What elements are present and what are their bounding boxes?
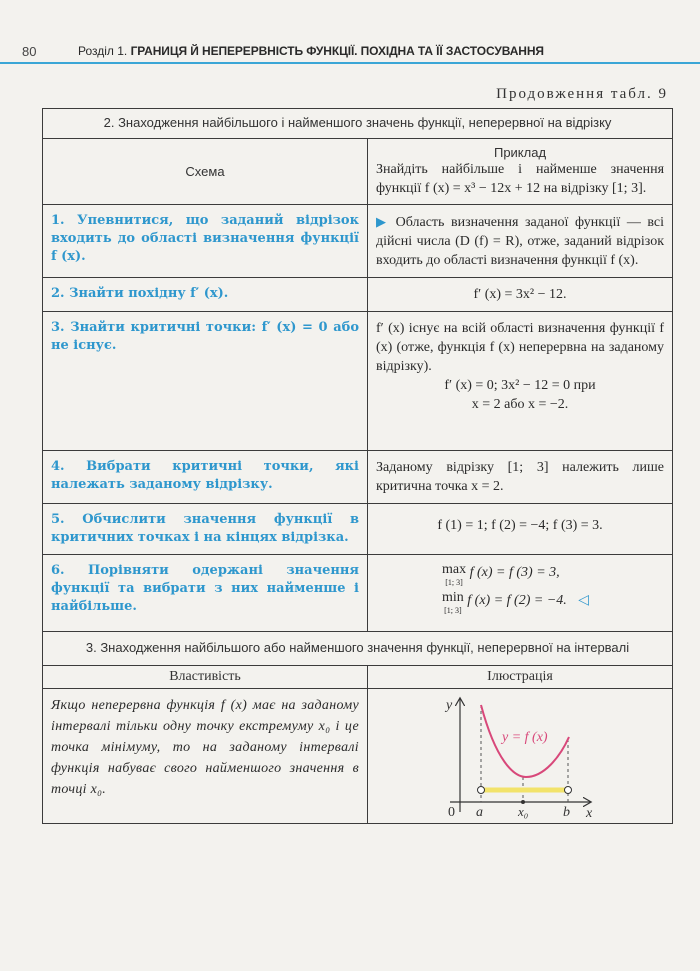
- section3-label-row: [43, 666, 673, 689]
- section3-content-row: [43, 689, 673, 824]
- example-4: Заданому відрізку [1; 3] належить лише критична точка x = 2.: [368, 451, 673, 504]
- b-label: b: [563, 805, 570, 819]
- table-row: [43, 312, 673, 451]
- section-prefix: Розділ 1.: [78, 44, 128, 58]
- section2-header-row: [43, 109, 673, 139]
- max-sub: [1; 3]: [445, 578, 463, 587]
- step-5: 5. Обчислити значення функції в критичних точках і на кінцях відрізка.: [43, 504, 368, 555]
- max-operator: [442, 563, 466, 589]
- play-triangle-icon: ▶: [376, 214, 390, 229]
- table-continuation: Продовження табл. 9: [496, 86, 668, 102]
- header-rule: [0, 62, 700, 64]
- table-row: [43, 504, 673, 555]
- min-sub: [1; 3]: [444, 606, 462, 615]
- example-5-text: f (1) = 1; f (2) = −4; f (3) = 3.: [437, 518, 603, 533]
- section3-title: 3. Знаходження найбільшого або найменшого значення функції, неперервної на інтервалі: [43, 632, 673, 666]
- example-3: [368, 312, 673, 451]
- step-4: 4. Вибрати критичні точки, які належать заданому відрізку.: [43, 451, 368, 504]
- table-row: [43, 555, 673, 632]
- example-label: Приклад: [493, 145, 547, 160]
- chapter-title: [78, 44, 544, 58]
- table-row: [43, 278, 673, 312]
- max-op: max: [442, 562, 467, 577]
- end-triangle-icon: ◁: [578, 593, 590, 608]
- b-open-point: [565, 787, 572, 794]
- example-2: [368, 278, 673, 312]
- max-line: [376, 563, 664, 589]
- a-label: a: [476, 805, 483, 819]
- a-open-point: [478, 787, 485, 794]
- example-3-line3: x = 2 або x = −2.: [471, 397, 569, 412]
- table-9: [42, 108, 673, 824]
- example-3-line2: f′ (x) = 0; 3x² − 12 = 0 при: [444, 378, 596, 393]
- section2-label-row: [43, 139, 673, 205]
- min-operator: [442, 591, 464, 617]
- example-3-text: f′ (x) існує на всій області визначення функції f (x) (отже, функція f (x) неперервна на заданому відрізку).: [376, 321, 665, 374]
- illustration-label: Ілюстрація: [368, 666, 673, 689]
- step-2: 2. Знайти похідну f′ (x).: [43, 278, 368, 312]
- example-cell: [368, 139, 673, 205]
- schema-label: Схема: [43, 139, 368, 205]
- example-task: Знайдіть найбільше і найменше значення функції f (x) = x³ − 12x + 12 на відрізку [1; 3].: [376, 162, 665, 196]
- min-rest: f (x) = f (2) = −4.: [467, 593, 567, 608]
- function-graph: [368, 689, 673, 819]
- table-row: [43, 451, 673, 504]
- x0-label: x₀: [518, 804, 529, 819]
- step-1: 1. Упевнитися, що заданий відрізок входить до області визначення функції f (x).: [43, 205, 368, 278]
- step-6: 6. Порівняти одержані значення функції та вибрати з них найменше і найбільше.: [43, 555, 368, 632]
- section2-title: 2. Знаходження найбільшого і найменшого значень функції, неперервної на відрізку: [43, 109, 673, 139]
- page-number: 80: [22, 44, 37, 59]
- illustration-cell: [368, 689, 673, 824]
- example-2-text: f′ (x) = 3x² − 12.: [473, 287, 567, 302]
- example-1-text: Область визначення заданої функції — всі дійсні числа (D (f) = R), отже, заданий відрізок входить до області визначення функції f (x).: [376, 215, 665, 268]
- curve-label: y = f (x): [502, 730, 548, 745]
- chapter-name: ГРАНИЦЯ Й НЕПЕРЕРВНІСТЬ ФУНКЦІЇ. ПОХІДНА ТА ЇЇ ЗАСТОСУВАННЯ: [130, 44, 544, 58]
- property-label: Властивість: [43, 666, 368, 689]
- section3-header-row: [43, 632, 673, 666]
- max-rest: f (x) = f (3) = 3,: [469, 565, 560, 580]
- example-6: [368, 555, 673, 632]
- step-3: 3. Знайти критичні точки: f′ (x) = 0 або не існує.: [43, 312, 368, 451]
- min-op: min: [442, 590, 464, 605]
- example-5: [368, 504, 673, 555]
- example-1: [368, 205, 673, 278]
- y-axis-label: y: [446, 698, 453, 713]
- min-line: [376, 591, 664, 617]
- origin-label: 0: [448, 805, 455, 819]
- x-axis-label: x: [586, 806, 593, 819]
- table-row: [43, 205, 673, 278]
- property-text: Якщо неперервна функція f (x) має на заданому інтервалі тільки одну точку екстремуму x₀ і це точка мінімуму, то на заданому інтервалі функція набуває свого найменшого значення в точці x₀.: [43, 689, 368, 824]
